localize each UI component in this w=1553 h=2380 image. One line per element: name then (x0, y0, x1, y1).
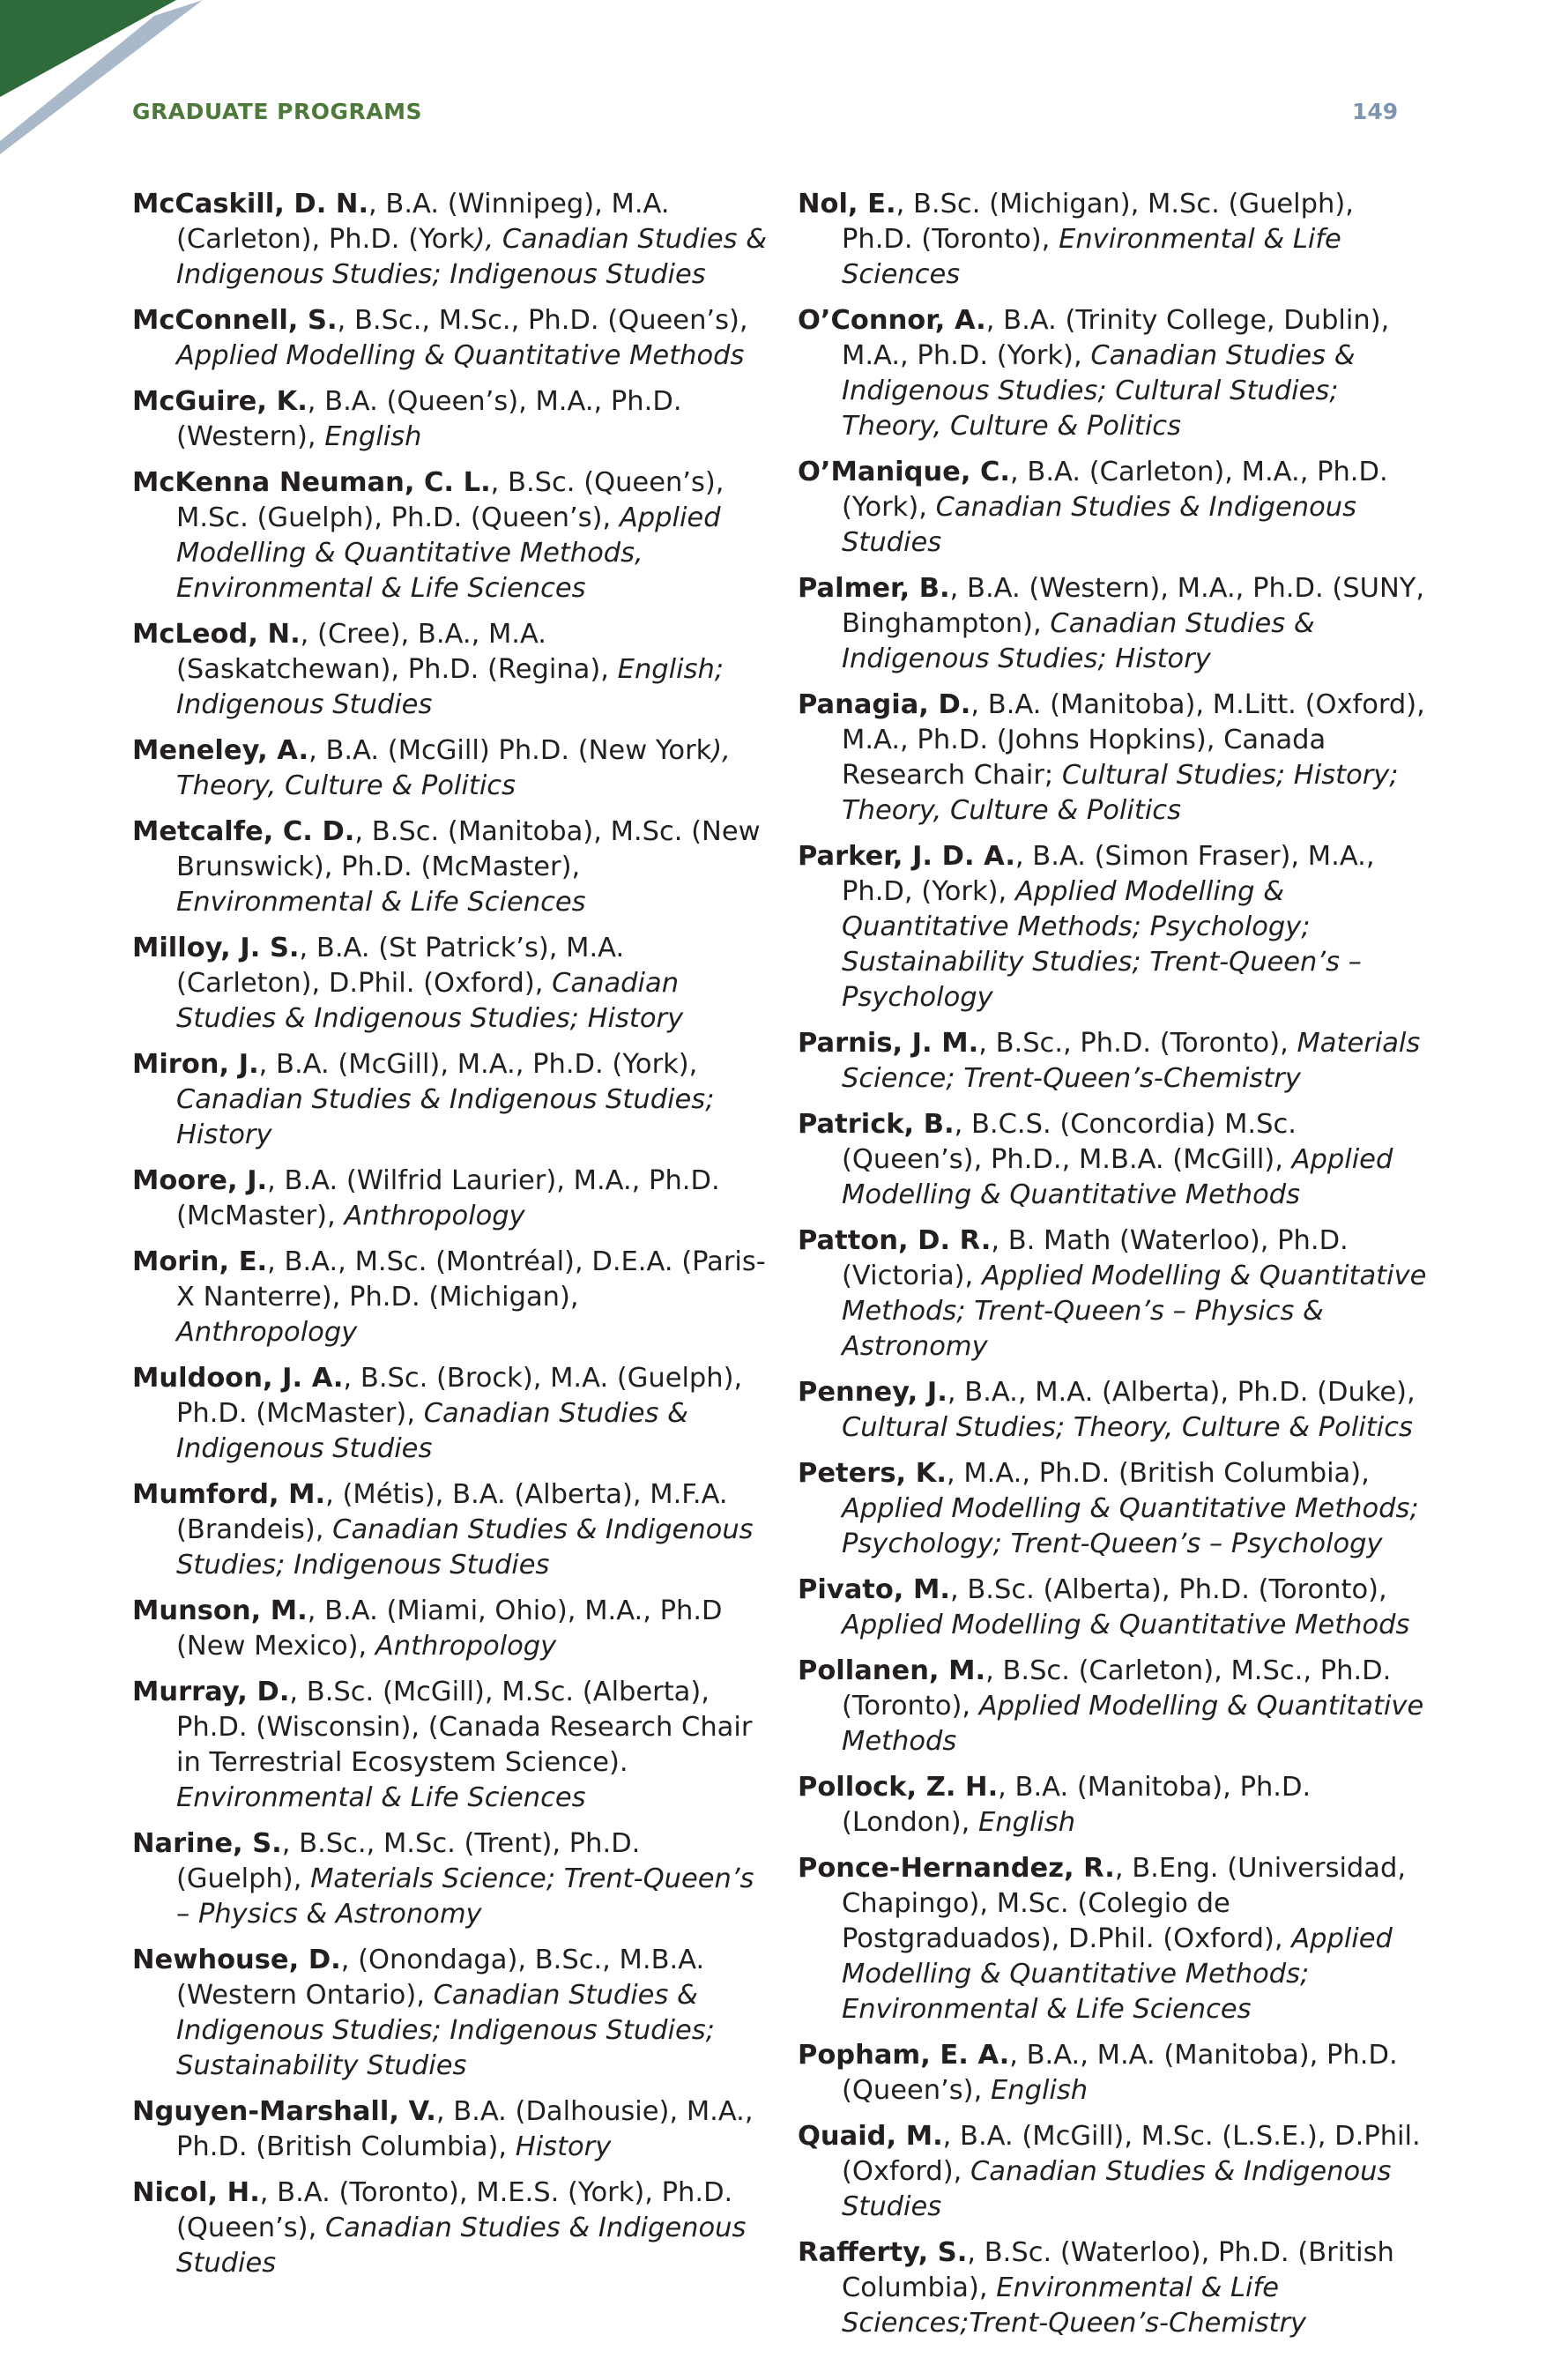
faculty-degrees: , B.Sc. (Brock), M.A. (Guelph), Ph.D. (McMaster), (176, 1363, 743, 1429)
faculty-name: Palmer, B. (798, 573, 950, 604)
faculty-name: Newhouse, D. (132, 1945, 341, 1975)
faculty-degrees: , B.A. (Manitoba), Ph.D. (London), (842, 1772, 1312, 1838)
faculty-degrees: , B.Sc., M.Sc., Ph.D. (Queen’s), (337, 305, 748, 336)
faculty-entry (132, 617, 767, 723)
faculty-programs: Applied Modelling & Quantitative Methods (842, 1144, 1393, 1210)
faculty-programs: Canadian Studies & Indigenous Studies; Indigenous Studies; Sustainability Studies (176, 1980, 715, 2081)
faculty-entry (132, 1361, 767, 1467)
faculty-entry (132, 1477, 767, 1583)
faculty-programs: Canadian Studies & Indigenous Studies (176, 1398, 688, 1464)
faculty-entry (132, 2094, 767, 2165)
faculty-programs: English (324, 421, 422, 452)
faculty-name: Milloy, J. S. (132, 933, 300, 963)
faculty-name: Popham, E. A. (798, 2040, 1010, 2071)
faculty-name: Metcalfe, C. D. (132, 816, 355, 847)
faculty-programs: Canadian Studies & Indigenous Studies; Cultural Studies; Theory, Culture & Politics (842, 340, 1356, 442)
faculty-programs: Anthropology (375, 1631, 557, 1662)
faculty-entry (132, 2175, 767, 2281)
faculty-programs: Applied Modelling & Quantitative Methods (842, 1610, 1410, 1640)
faculty-entry (132, 1164, 767, 1234)
faculty-entry (798, 1851, 1432, 2027)
faculty-degrees: , B.Sc. (Michigan), M.Sc. (Guelph), Ph.D. (Toronto), (842, 189, 1354, 255)
faculty-entry (132, 814, 767, 920)
faculty-name: O’Connor, A. (798, 305, 986, 336)
faculty-name: McCaskill, D. N. (132, 189, 369, 219)
right-column (798, 187, 1432, 2352)
faculty-degrees: , B.Sc. (Carleton), M.Sc., Ph.D. (Toronto), (842, 1655, 1392, 1722)
faculty-entry (132, 1047, 767, 1153)
faculty-degrees: , (Cree), B.A., M.A. (Saskatchewan), Ph.D. (Regina), (176, 619, 618, 685)
faculty-name: Muldoon, J. A. (132, 1363, 344, 1394)
faculty-programs: Environmental & Life Sciences (176, 1782, 586, 1813)
faculty-degrees: , B.A. (Winnipeg), M.A. (Carleton), Ph.D. (York (176, 189, 670, 255)
faculty-degrees: , B.A., M.Sc. (Montréal), D.E.A. (Paris-X Nanterre), Ph.D. (Michigan), (176, 1246, 766, 1313)
faculty-degrees: , B.A. (Miami, Ohio), M.A., Ph.D (New Mexico), (176, 1595, 723, 1662)
faculty-degrees: , B.A. (Toronto), M.E.S. (York), Ph.D. (Queen’s), (176, 2177, 733, 2243)
faculty-degrees: , B.A., M.A. (Manitoba), Ph.D. (Queen’s), (842, 2040, 1398, 2106)
faculty-entry (132, 733, 767, 804)
faculty-degrees: , B.Sc. (Manitoba), M.Sc. (New Brunswick), Ph.D. (McMaster), (176, 816, 761, 882)
faculty-programs: Materials Science; Trent-Queen’s-Chemistry (842, 1028, 1421, 1094)
faculty-name: McGuire, K. (132, 386, 308, 417)
faculty-programs: Applied Modelling & Quantitative Methods; Psychology; Sustainability Studies; Trent-Queen’s – Psychology (842, 876, 1362, 1013)
faculty-programs: Environmental & Life Sciences (176, 887, 586, 918)
faculty-programs: Canadian Studies & Indigenous Studies (176, 2213, 747, 2279)
faculty-name: Pollanen, M. (798, 1655, 986, 1686)
faculty-name: Pollock, Z. H. (798, 1772, 999, 1803)
page-number: 149 (1352, 99, 1399, 124)
faculty-entry (132, 1245, 767, 1350)
faculty-name: Murray, D. (132, 1677, 290, 1707)
faculty-entry (798, 2235, 1432, 2341)
faculty-entry (798, 2038, 1432, 2109)
faculty-programs: Materials Science; Trent-Queen’s – Physics & Astronomy (176, 1863, 754, 1930)
faculty-entry (798, 187, 1432, 293)
section-title: GRADUATE PROGRAMS (132, 99, 422, 124)
faculty-entry (798, 688, 1432, 829)
faculty-entry (798, 839, 1432, 1015)
faculty-name: McLeod, N. (132, 619, 301, 650)
faculty-programs: Cultural Studies; Theory, Culture & Politics (842, 1412, 1413, 1443)
faculty-degrees: , B.Sc., Ph.D. (Toronto), (978, 1028, 1297, 1059)
faculty-programs: Environmental & Life Sciences;Trent-Queen’s-Chemistry (842, 2272, 1307, 2339)
faculty-entry (132, 384, 767, 455)
faculty-name: Patton, D. R. (798, 1225, 992, 1256)
faculty-entry (798, 1375, 1432, 1446)
faculty-programs: Anthropology (176, 1317, 358, 1348)
faculty-name: Parker, J. D. A. (798, 841, 1015, 872)
left-column (132, 187, 767, 2292)
faculty-name: O’Manique, C. (798, 457, 1011, 487)
faculty-degrees: , B.A. (Carleton), M.A., Ph.D. (York), (842, 457, 1388, 523)
faculty-name: Moore, J. (132, 1165, 268, 1196)
faculty-degrees: , B.A. (Queen’s), M.A., Ph.D. (Western), (176, 386, 682, 452)
faculty-entry (798, 2119, 1432, 2225)
faculty-name: Quaid, M. (798, 2121, 943, 2152)
faculty-degrees: , B.A. (Wilfrid Laurier), M.A., Ph.D. (McMaster), (176, 1165, 720, 1231)
faculty-entry (798, 1026, 1432, 1097)
faculty-degrees: , B. Math (Waterloo), Ph.D. (Victoria), (842, 1225, 1349, 1291)
faculty-programs: English (978, 1807, 1076, 1838)
faculty-degrees: , B.A. (St Patrick’s), M.A. (Carleton), D.Phil. (Oxford), (176, 933, 625, 999)
faculty-degrees: , (Onondaga), B.Sc., M.B.A. (Western Ontario), (176, 1945, 705, 2011)
faculty-name: Miron, J. (132, 1049, 259, 1080)
faculty-programs: Canadian Studies & Indigenous Studies (842, 2156, 1392, 2222)
faculty-name: Narine, S. (132, 1828, 282, 1859)
faculty-programs: English (990, 2075, 1089, 2106)
faculty-entry (132, 1675, 767, 1816)
faculty-programs: Canadian Studies & Indigenous Studies; History (176, 968, 684, 1034)
faculty-entry (798, 1223, 1432, 1365)
faculty-degrees: , M.A., Ph.D. (British Columbia), (946, 1458, 1370, 1489)
faculty-programs: Applied Modelling & Quantitative Methods; Psychology; Trent-Queen’s – Psychology (842, 1493, 1419, 1559)
faculty-name: Nicol, H. (132, 2177, 260, 2208)
faculty-degrees: , (Métis), B.A. (Alberta), M.F.A. (Brandeis), (176, 1479, 728, 1545)
faculty-entry (132, 931, 767, 1037)
faculty-name: Rafferty, S. (798, 2237, 968, 2268)
faculty-degrees: , B.Sc. (Alberta), Ph.D. (Toronto), (949, 1574, 1387, 1605)
faculty-programs: Applied Modelling & Quantitative Methods, Environmental & Life Sciences (176, 502, 721, 604)
faculty-entry (132, 303, 767, 374)
faculty-degrees: , B.A. (McGill) Ph.D. (New York (308, 735, 712, 766)
faculty-programs: Applied Modelling & Quantitative Methods (842, 1691, 1424, 1757)
faculty-programs: Cultural Studies; History; Theory, Culture & Politics (842, 760, 1399, 826)
faculty-entry (798, 1770, 1432, 1841)
faculty-programs: Canadian Studies & Indigenous Studies (842, 492, 1357, 558)
faculty-degrees: , B.A. (Western), M.A., Ph.D. (SUNY, Binghampton), (842, 573, 1425, 639)
faculty-name: Ponce-Hernandez, R. (798, 1853, 1115, 1884)
faculty-programs: Anthropology (344, 1201, 525, 1231)
faculty-entry (798, 1456, 1432, 1562)
faculty-degrees: , B.A., M.A. (Alberta), Ph.D. (Duke), (947, 1377, 1416, 1408)
faculty-name: Nguyen-Marshall, V. (132, 2096, 436, 2127)
faculty-programs: Applied Modelling & Quantitative Methods; Environmental & Life Sciences (842, 1923, 1393, 2025)
faculty-entry (132, 1826, 767, 1932)
faculty-programs: English; Indigenous Studies (176, 654, 724, 720)
corner-decoration (0, 0, 229, 159)
faculty-name: Panagia, D. (798, 689, 971, 720)
faculty-entry (798, 1654, 1432, 1759)
faculty-degrees: , B.A. (Trinity College, Dublin), M.A., Ph.D. (York), (842, 305, 1390, 371)
faculty-name: Meneley, A. (132, 735, 309, 766)
faculty-name: McKenna Neuman, C. L. (132, 467, 491, 498)
faculty-name: Pivato, M. (798, 1574, 950, 1605)
faculty-programs: Environmental & Life Sciences (842, 224, 1341, 290)
faculty-degrees: , B.A. (McGill), M.A., Ph.D. (York), (258, 1049, 698, 1080)
faculty-degrees: , B.Eng. (Universidad, Chapingo), M.Sc. (Colegio de Postgraduados), D.Phil. (Oxford), (842, 1853, 1407, 1954)
faculty-programs: Applied Modelling & Quantitative Methods; Trent-Queen’s – Physics & Astronomy (842, 1261, 1427, 1362)
faculty-degrees: , B.C.S. (Concordia) M.Sc. (Queen’s), Ph.D., M.B.A. (McGill), (842, 1109, 1297, 1175)
faculty-degrees: , B.A. (Dalhousie), M.A., Ph.D. (British Columbia), (176, 2096, 754, 2162)
faculty-programs: ), Canadian Studies & Indigenous Studies; Indigenous Studies (176, 224, 768, 290)
faculty-programs: ), Theory, Culture & Politics (176, 735, 731, 801)
faculty-degrees: , B.Sc. (Queen’s), M.Sc. (Guelph), Ph.D. (Queen’s), (176, 467, 724, 533)
faculty-name: Peters, K. (798, 1458, 947, 1489)
faculty-entry (132, 1594, 767, 1664)
faculty-name: Munson, M. (132, 1595, 308, 1626)
faculty-entry (132, 465, 767, 606)
faculty-entry (798, 303, 1432, 444)
faculty-programs: History (515, 2131, 612, 2162)
faculty-name: Patrick, B. (798, 1109, 955, 1140)
faculty-degrees: , B.A. (Simon Fraser), M.A., Ph.D, (York), (842, 841, 1375, 907)
faculty-programs: Canadian Studies & Indigenous Studies; History (176, 1084, 715, 1150)
faculty-degrees: , B.Sc. (Waterloo), Ph.D. (British Columbia), (842, 2237, 1394, 2303)
faculty-entry (798, 455, 1432, 561)
faculty-name: Penney, J. (798, 1377, 947, 1408)
faculty-entry (132, 187, 767, 293)
faculty-degrees: , B.Sc. (McGill), M.Sc. (Alberta), Ph.D. (Wisconsin), (Canada Research Chair in Terrestrial Ecosystem Science). (176, 1677, 753, 1778)
faculty-programs: Applied Modelling & Quantitative Methods (176, 340, 745, 371)
faculty-name: Mumford, M. (132, 1479, 326, 1510)
faculty-name: Parnis, J. M. (798, 1028, 979, 1059)
faculty-programs: Canadian Studies & Indigenous Studies; Indigenous Studies (176, 1514, 754, 1580)
faculty-entry (798, 1573, 1432, 1643)
faculty-degrees: , B.A. (Manitoba), M.Litt. (Oxford), M.A., Ph.D. (Johns Hopkins), Canada Research Chair; (842, 689, 1425, 791)
faculty-programs: Canadian Studies & Indigenous Studies; History (842, 608, 1315, 674)
faculty-entry (798, 571, 1432, 677)
faculty-entry (798, 1107, 1432, 1213)
faculty-name: Morin, E. (132, 1246, 268, 1277)
faculty-degrees: , B.Sc., M.Sc. (Trent), Ph.D. (Guelph), (176, 1828, 641, 1894)
faculty-degrees: , B.A. (McGill), M.Sc. (L.S.E.), D.Phil. (Oxford), (842, 2121, 1421, 2187)
faculty-name: McConnell, S. (132, 305, 338, 336)
faculty-entry (132, 1943, 767, 2084)
faculty-name: Nol, E. (798, 189, 896, 219)
